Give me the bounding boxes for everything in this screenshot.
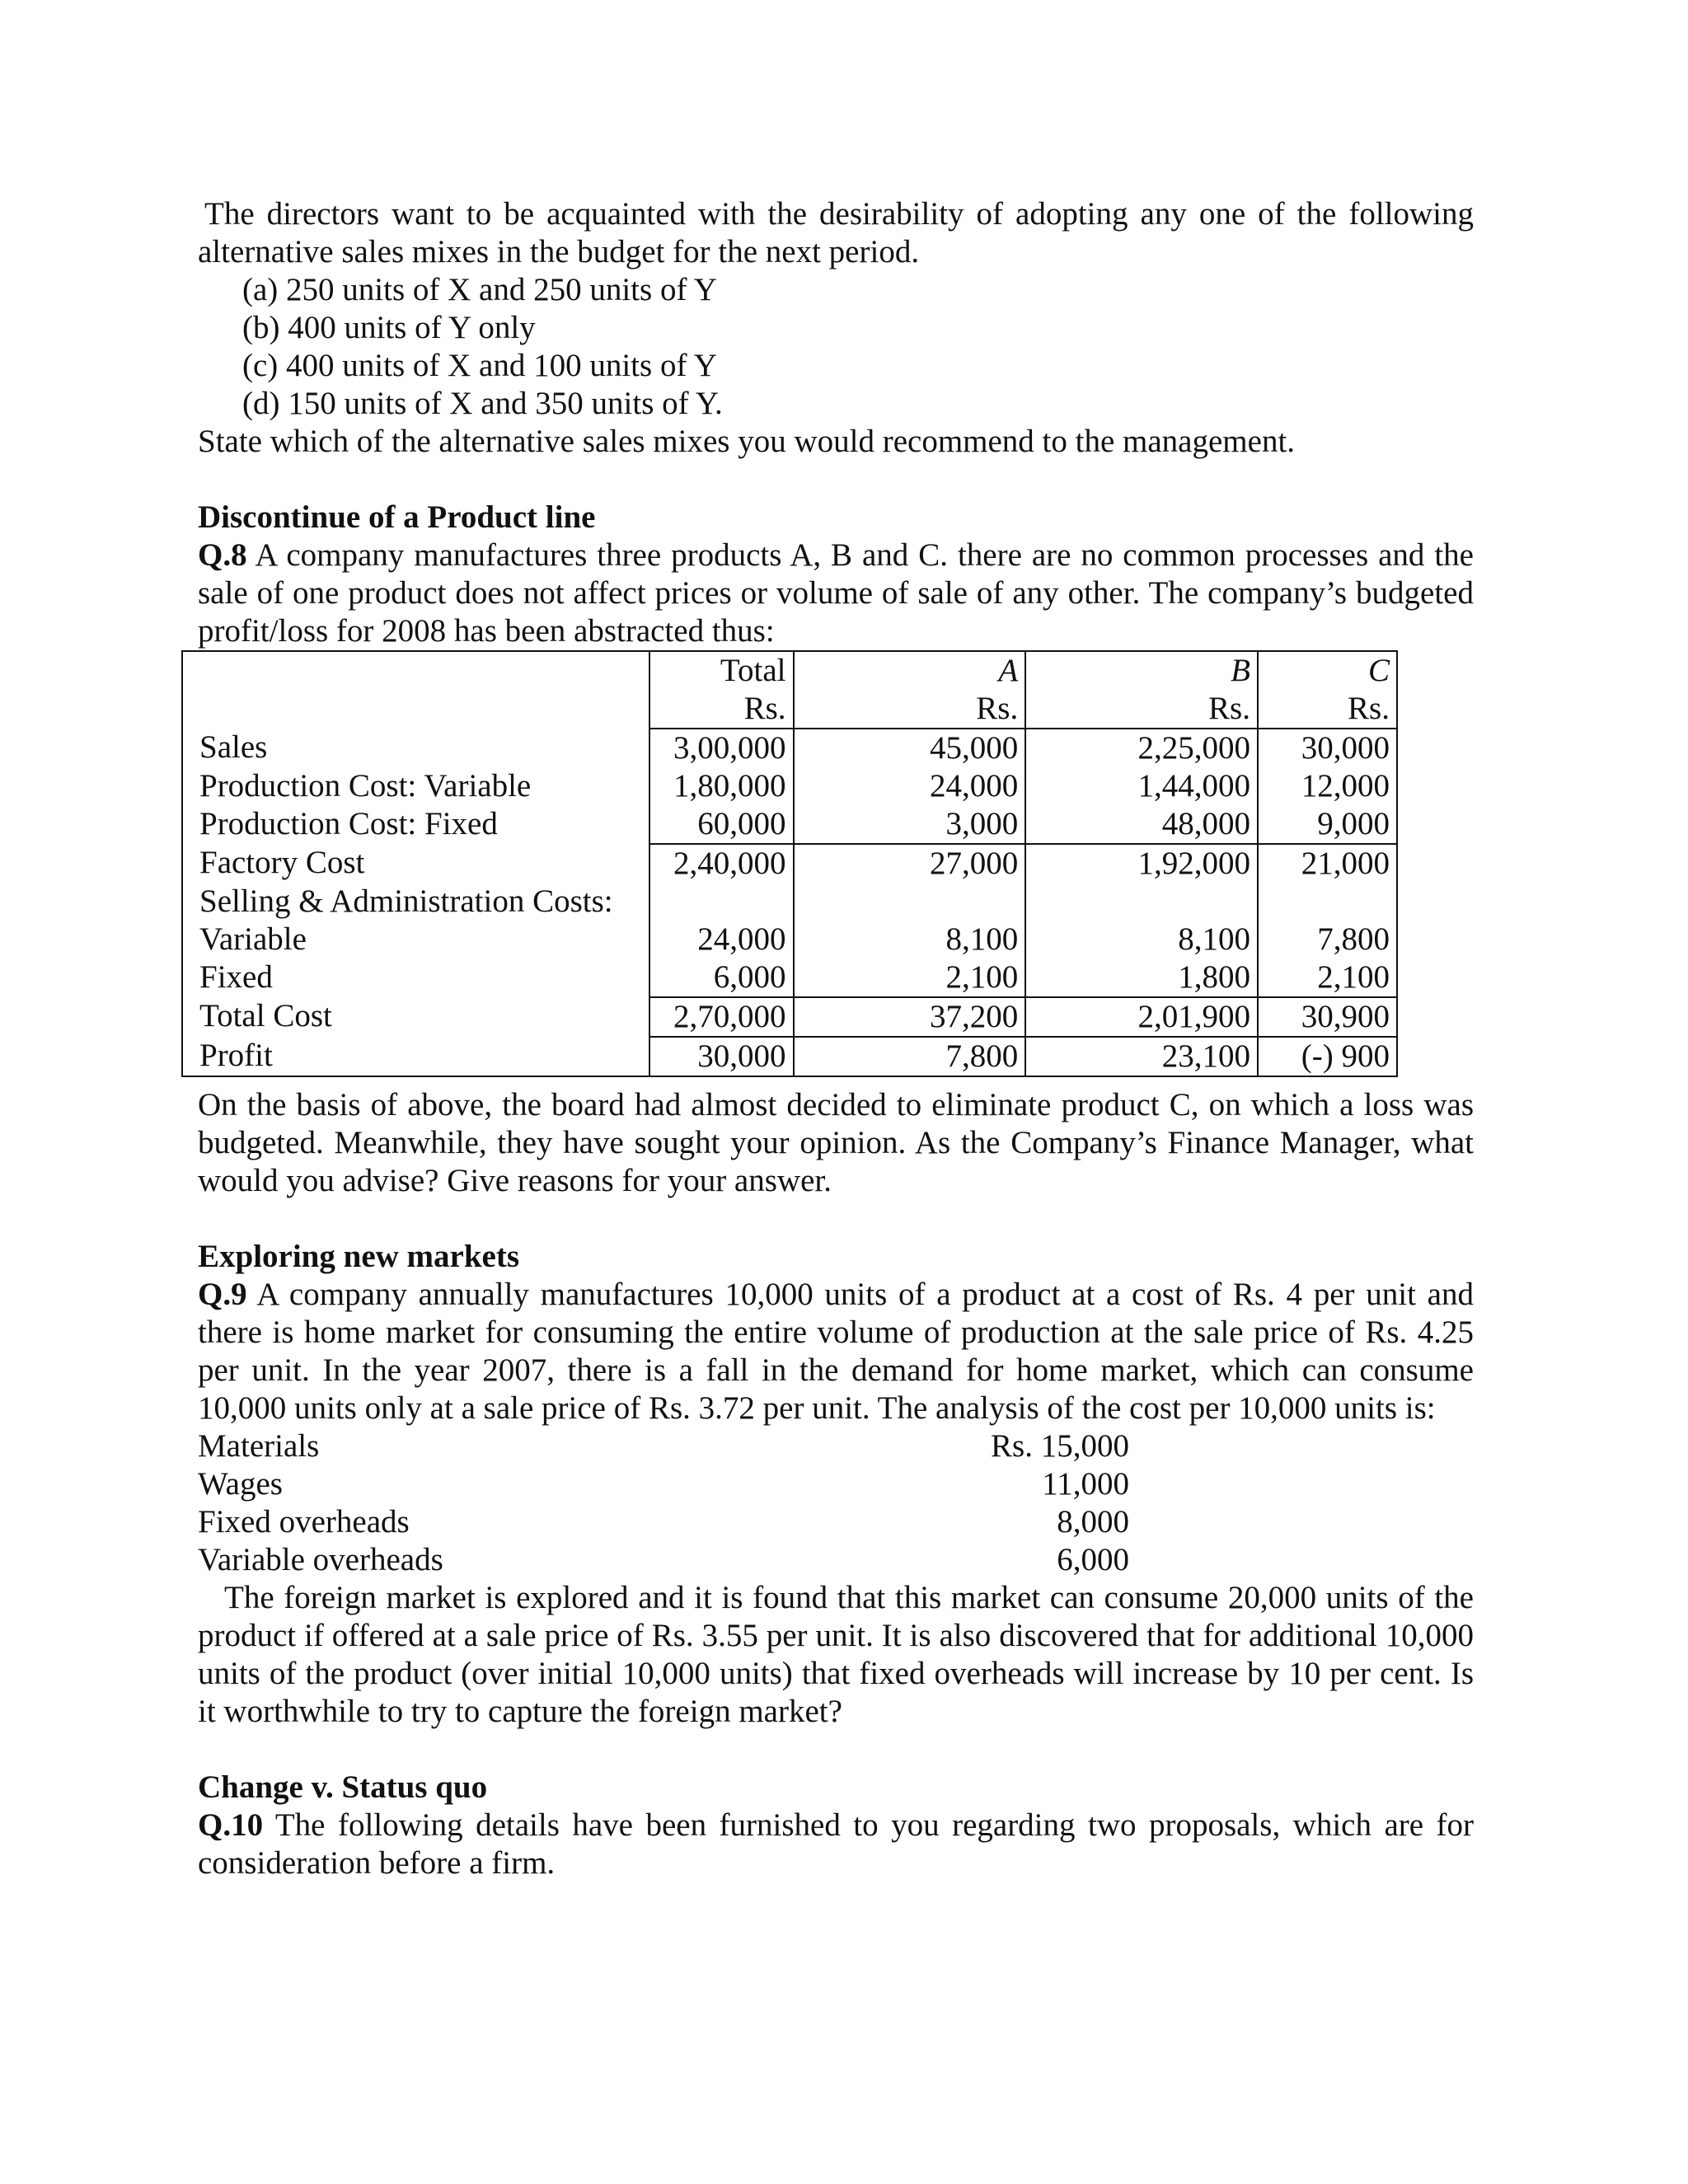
cell: 60,000 — [649, 805, 793, 844]
row-label: Selling & Administration Costs: — [199, 883, 613, 919]
cost-label: Fixed overheads — [198, 1504, 410, 1540]
cell: (-) 900 — [1258, 1037, 1396, 1076]
cost-label: Materials — [198, 1428, 320, 1464]
cell: 3,000 — [794, 805, 1026, 844]
table-units-row — [183, 690, 1396, 729]
cell: 2,70,000 — [649, 997, 793, 1037]
cost-value: 11,000 — [1042, 1466, 1129, 1502]
table-row — [183, 958, 1396, 997]
q9-question — [198, 1276, 1474, 1427]
cell: 8,100 — [1025, 921, 1258, 958]
table-row — [183, 997, 1396, 1037]
unit-b: Rs. — [1025, 690, 1258, 729]
list-item — [198, 1465, 1129, 1503]
q9-number: Q.9 — [198, 1277, 247, 1312]
q10-question — [198, 1807, 1474, 1882]
option-b: (b) 400 units of Y only — [242, 310, 536, 345]
cell — [649, 883, 793, 921]
q8-closing: On the basis of above, the board had almost decided to eliminate product C, on which a loss was budgeted. Meanwhile, they have sought your opinion. As the Company’s Finance Manager, what would you advise? Give reasons for your answer. — [198, 1087, 1474, 1198]
cost-analysis-list — [198, 1427, 1474, 1579]
intro-closing: State which of the alternative sales mixes you would recommend to the management. — [198, 424, 1296, 459]
q8-heading: Discontinue of a Product line — [198, 499, 596, 535]
cell: 48,000 — [1025, 805, 1258, 844]
cell: 1,44,000 — [1025, 767, 1258, 805]
q9-closing: The foreign market is explored and it is found that this market can consume 20,000 units of the product if offered at a sale price of Rs. 3.55 per unit. It is also discovered that for additional 10,000 units of the product (over initial 10,000 units) that fixed overheads will increase by 10 per cent. Is it worthwhile to try to capture the foreign market? — [198, 1580, 1474, 1729]
row-label: Sales — [199, 729, 268, 765]
q8-question — [198, 537, 1474, 650]
table-row — [183, 1037, 1396, 1076]
unit-total: Rs. — [649, 690, 793, 729]
cost-value: 8,000 — [1057, 1504, 1129, 1540]
q8-number: Q.8 — [198, 537, 247, 573]
cell: 23,100 — [1025, 1037, 1258, 1076]
unit-a: Rs. — [794, 690, 1026, 729]
cell: 27,000 — [794, 844, 1026, 883]
cost-label: Variable overheads — [198, 1542, 443, 1577]
option-a: (a) 250 units of X and 250 units of Y — [242, 272, 717, 307]
cell: 3,00,000 — [649, 729, 793, 767]
cell: 30,900 — [1258, 997, 1396, 1037]
cell: 24,000 — [649, 921, 793, 958]
cell: 37,200 — [794, 997, 1026, 1037]
row-label: Total Cost — [199, 998, 332, 1033]
profit-loss-table — [181, 650, 1398, 1077]
table-row — [183, 883, 1396, 921]
cell: 45,000 — [794, 729, 1026, 767]
col-header-total: Total — [649, 652, 793, 690]
cell: 6,000 — [649, 958, 793, 997]
row-label: Factory Cost — [199, 845, 365, 880]
cell: 8,100 — [794, 921, 1026, 958]
list-item — [198, 1427, 1129, 1465]
q10-text: The following details have been furnished to you regarding two proposals, which are for consideration before a firm. — [198, 1807, 1474, 1881]
cell — [794, 883, 1026, 921]
q10-number: Q.10 — [198, 1807, 264, 1843]
document-page — [198, 195, 1474, 1882]
q10-heading: Change v. Status quo — [198, 1769, 488, 1805]
table-row — [183, 729, 1396, 767]
cell: 9,000 — [1258, 805, 1396, 844]
table-row — [183, 844, 1396, 883]
col-header-a: A — [794, 652, 1026, 690]
cost-value: Rs. 15,000 — [991, 1428, 1129, 1464]
cost-value: 6,000 — [1057, 1542, 1129, 1577]
row-label: Variable — [199, 921, 307, 957]
cost-label: Wages — [198, 1466, 283, 1502]
list-item — [198, 1541, 1129, 1579]
cell: 2,100 — [1258, 958, 1396, 997]
table-row — [183, 767, 1396, 805]
row-label: Profit — [199, 1038, 273, 1073]
cell: 2,25,000 — [1025, 729, 1258, 767]
row-label: Production Cost: Variable — [199, 768, 532, 804]
table-header-row — [183, 652, 1396, 690]
cell: 30,000 — [649, 1037, 793, 1076]
table-row — [183, 805, 1396, 844]
cell: 2,100 — [794, 958, 1026, 997]
cell: 24,000 — [794, 767, 1026, 805]
table-row — [183, 921, 1396, 958]
cell — [1025, 883, 1258, 921]
q9-heading: Exploring new markets — [198, 1239, 519, 1274]
cell: 12,000 — [1258, 767, 1396, 805]
cell: 2,01,900 — [1025, 997, 1258, 1037]
q8-text: A company manufactures three products A, B and C. there are no common processes and the sale of one product does not affect prices or volume of sale of any other. The company’s budgeted profit/loss for 2008 has been abstracted thus: — [198, 537, 1474, 649]
cell: 21,000 — [1258, 844, 1396, 883]
cell: 1,92,000 — [1025, 844, 1258, 883]
list-item — [198, 1503, 1129, 1541]
row-label: Production Cost: Fixed — [199, 806, 498, 841]
cell: 2,40,000 — [649, 844, 793, 883]
col-header-c: C — [1258, 652, 1396, 690]
option-d: (d) 150 units of X and 350 units of Y. — [242, 386, 723, 421]
col-header-b: B — [1025, 652, 1258, 690]
cell: 7,800 — [1258, 921, 1396, 958]
q9-text: A company annually manufactures 10,000 units of a product at a cost of Rs. 4 per unit and there is home market for consuming the entire volume of production at the sale price of Rs. 4.25 per unit. In the year 2007, there is a fall in the demand for home market, which can consume 10,000 units only at a sale price of Rs. 3.72 per unit. The analysis of the cost per 10,000 units is: — [198, 1277, 1474, 1426]
option-c: (c) 400 units of X and 100 units of Y — [242, 348, 717, 383]
cell: 1,80,000 — [649, 767, 793, 805]
sales-mix-options — [198, 271, 1474, 423]
cell: 1,800 — [1025, 958, 1258, 997]
row-label: Fixed — [199, 959, 273, 995]
cell: 30,000 — [1258, 729, 1396, 767]
cell: 7,800 — [794, 1037, 1026, 1076]
unit-c: Rs. — [1258, 690, 1396, 729]
cell — [1258, 883, 1396, 921]
intro-paragraph: The directors want to be acquainted with the desirability of adopting any one of the following alternative sales mixes in the budget for the next period. — [198, 196, 1474, 269]
